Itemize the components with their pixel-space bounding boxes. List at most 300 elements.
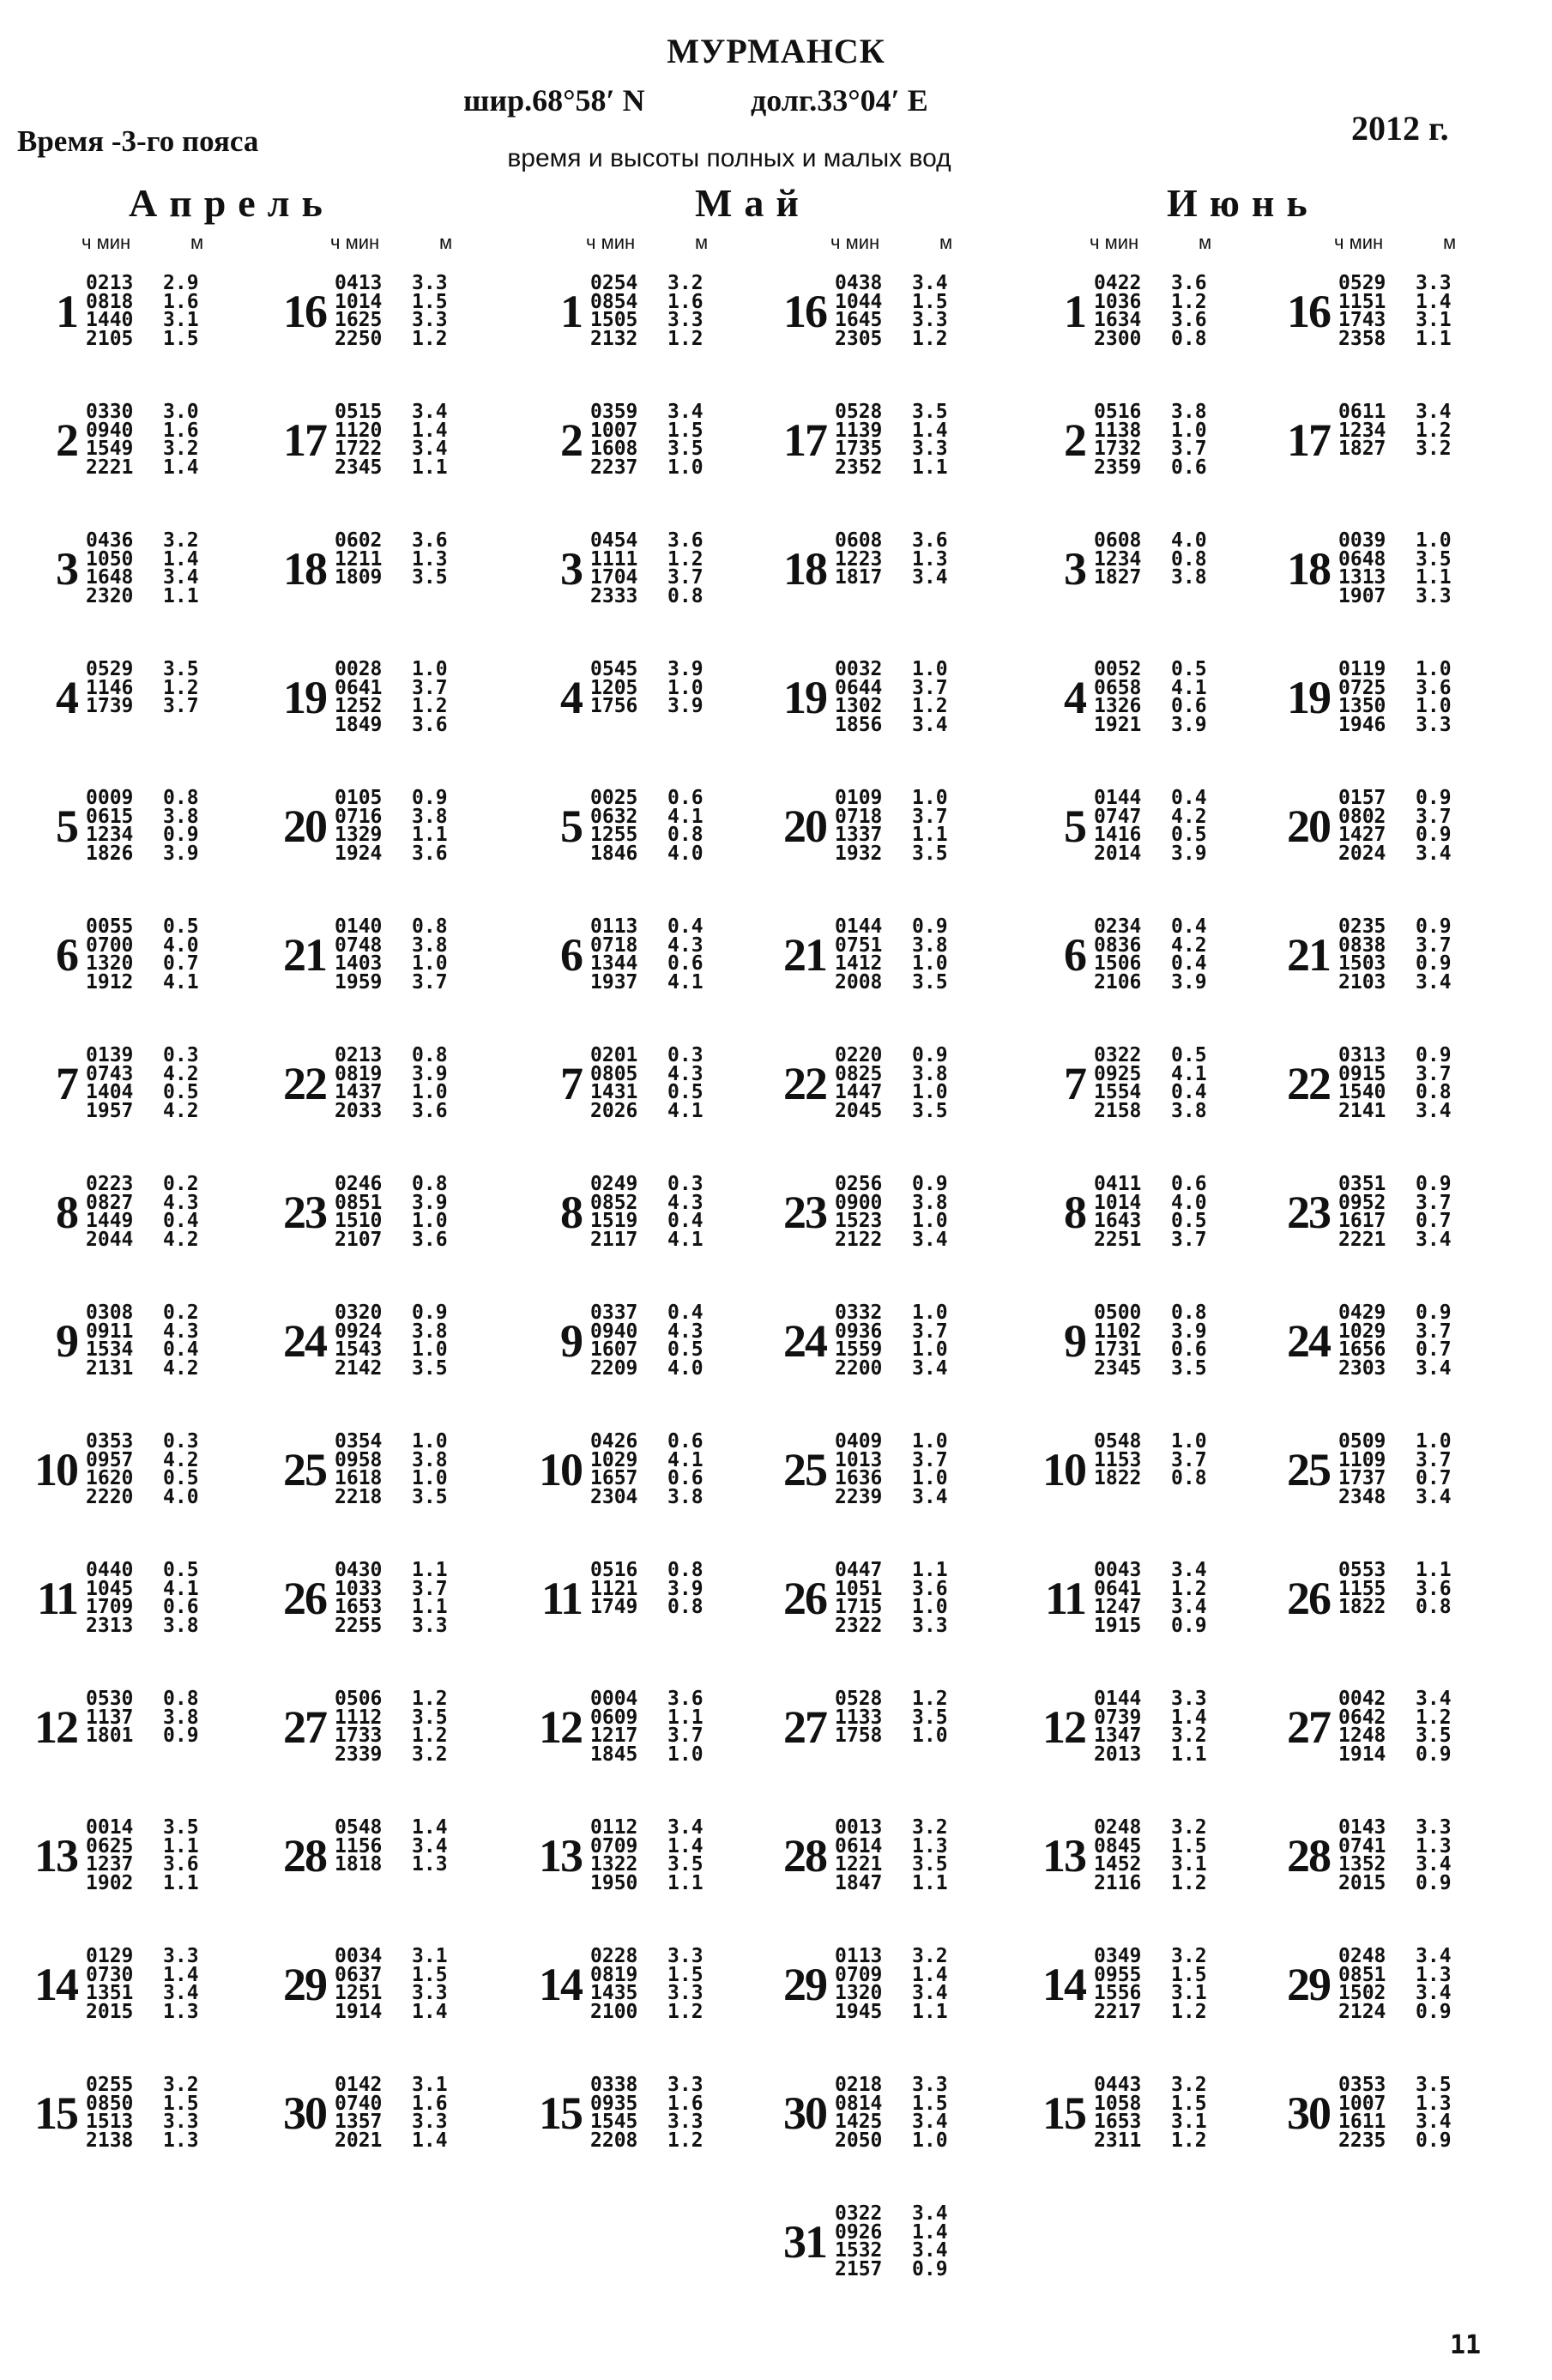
tide-height: 3.6 (1416, 1577, 1452, 1600)
tide-height: 3.8 (667, 1485, 704, 1508)
tide-height: 1.2 (1416, 1706, 1452, 1729)
tide-time: 0223 (86, 1173, 134, 1195)
tide-time: 1058 (1094, 2092, 1142, 2115)
tide-height: 0.9 (912, 1044, 948, 1066)
tide-height: 3.7 (412, 970, 448, 994)
tide-time: 1502 (1338, 1982, 1386, 2004)
tide-height: 1.6 (163, 419, 199, 442)
tide-times (1338, 789, 1386, 863)
tide-height: 4.0 (163, 1485, 199, 1508)
tide-time: 1505 (590, 309, 638, 331)
tide-time: 1234 (86, 824, 134, 846)
tide-height: 4.1 (667, 970, 704, 994)
tide-time: 1320 (86, 952, 134, 975)
tide-height: 1.4 (667, 1834, 704, 1857)
tide-heights (1416, 1175, 1452, 1249)
tide-height: 0.7 (1416, 1210, 1452, 1232)
tide-times (1094, 1304, 1141, 1378)
tide-times (86, 1945, 134, 2023)
tide-time: 1540 (1338, 1081, 1386, 1103)
tide-time: 2100 (590, 2000, 638, 2023)
tide-height: 3.3 (412, 309, 448, 331)
tide-time: 1827 (1094, 566, 1142, 589)
tide-heights (1416, 2076, 1452, 2150)
tide-heights (163, 1690, 199, 1746)
tide-height: 3.3 (912, 309, 948, 331)
tide-time: 1014 (335, 290, 383, 313)
tide-heights (667, 403, 704, 477)
tide-time: 2345 (335, 456, 383, 479)
day-number: 19 (283, 672, 326, 723)
tide-time: 1313 (1338, 566, 1386, 589)
tide-time: 0611 (1338, 401, 1386, 423)
tide-time: 1151 (1338, 290, 1386, 313)
tide-heights (667, 1175, 704, 1249)
tide-height: 0.6 (667, 952, 704, 975)
day-number: 2 (560, 414, 582, 466)
tide-height: 3.0 (163, 401, 199, 423)
tide-height: 1.0 (412, 952, 448, 975)
tide-height: 0.8 (667, 1559, 704, 1581)
tide-time: 1849 (335, 713, 383, 736)
tide-height: 3.2 (912, 1945, 948, 1967)
tide-time: 0246 (335, 1173, 383, 1195)
tide-time: 2235 (1338, 2129, 1386, 2152)
tide-height: 1.0 (912, 1302, 948, 1324)
tide-height: 3.9 (1171, 713, 1207, 736)
tide-times (1338, 403, 1386, 459)
tide-height: 1.1 (912, 2000, 948, 2023)
subtitle: время и высоты полных и малых вод (507, 144, 951, 172)
tide-heights (912, 1816, 948, 1894)
tide-height: 1.5 (1171, 1834, 1207, 1857)
day-number: 29 (283, 1959, 326, 2010)
day-number: 26 (783, 1573, 826, 1624)
tide-time: 1044 (835, 290, 883, 313)
tide-heights (1416, 1561, 1452, 1617)
tide-time: 0739 (1094, 1706, 1142, 1729)
tide-height: 1.2 (412, 1688, 448, 1710)
tide-times (335, 2076, 382, 2150)
tide-height: 3.4 (912, 1485, 948, 1508)
tide-height: 1.1 (912, 456, 948, 479)
tide-times (835, 272, 883, 350)
tide-times (835, 1430, 883, 1508)
tide-heights (412, 403, 448, 477)
tide-height: 1.0 (912, 952, 948, 975)
day-number: 16 (283, 286, 326, 337)
day-number: 12 (539, 1701, 582, 1753)
tide-height: 1.5 (163, 2092, 199, 2115)
tide-height: 3.3 (1171, 1688, 1207, 1710)
tide-times (1094, 1816, 1142, 1894)
day-number: 24 (283, 1315, 326, 1367)
tide-height: 3.3 (1416, 713, 1452, 736)
tide-time: 1137 (86, 1706, 134, 1729)
tide-height: 0.5 (1171, 1210, 1207, 1232)
tide-height: 1.4 (163, 547, 199, 571)
tide-height: 4.1 (163, 1577, 199, 1600)
tide-times (590, 1945, 638, 2023)
tide-times (1338, 529, 1386, 607)
day-number: 31 (783, 2216, 826, 2268)
tide-height: 3.4 (1171, 1596, 1207, 1618)
tide-height: 3.4 (1416, 1688, 1452, 1710)
tide-height: 0.9 (1416, 2129, 1452, 2152)
tide-heights (163, 1044, 199, 1122)
tide-height: 4.1 (1171, 1062, 1207, 1085)
tide-height: 3.5 (1171, 1356, 1207, 1380)
tide-time: 0935 (590, 2092, 638, 2115)
tide-height: 3.2 (163, 438, 199, 460)
tide-time: 1554 (1094, 1081, 1142, 1103)
day-number: 6 (1064, 929, 1085, 981)
tide-heights (1416, 1945, 1452, 2023)
tide-time: 0528 (835, 1688, 883, 1710)
height-unit-label: м (1443, 232, 1457, 253)
tide-height: 0.9 (1171, 1614, 1207, 1637)
tide-heights (412, 529, 448, 589)
tide-times (1094, 1945, 1142, 2023)
tide-time: 1519 (590, 1210, 638, 1232)
tide-height: 1.0 (912, 787, 948, 809)
tide-time: 0529 (86, 658, 134, 680)
day-number: 29 (1287, 1959, 1330, 2010)
tide-heights (163, 1175, 199, 1249)
tide-time: 1302 (835, 695, 883, 717)
tide-height: 0.8 (1416, 1596, 1452, 1618)
tide-height: 1.1 (412, 1596, 448, 1618)
tide-time: 0845 (1094, 1834, 1142, 1857)
tide-height: 1.6 (163, 290, 199, 313)
tide-height: 3.4 (1416, 970, 1452, 994)
tide-height: 1.6 (667, 2092, 704, 2115)
tide-times (835, 915, 883, 994)
day-number: 4 (560, 672, 582, 723)
tide-time: 0730 (86, 1963, 134, 1986)
tide-time: 0852 (590, 1191, 638, 1214)
day-number: 1 (560, 286, 582, 337)
tide-heights (163, 915, 199, 994)
tide-height: 1.2 (912, 1688, 948, 1710)
tide-height: 4.3 (667, 933, 704, 957)
tide-times (835, 789, 882, 863)
tide-times (86, 529, 134, 607)
time-unit-label: ч мин (82, 232, 131, 253)
tide-time: 1403 (335, 952, 383, 975)
tide-time: 0802 (1338, 805, 1386, 828)
tide-time: 0109 (835, 787, 883, 809)
tide-times (86, 789, 133, 863)
day-number: 8 (56, 1187, 77, 1238)
tide-height: 0.8 (1171, 547, 1207, 571)
tide-time: 1809 (335, 566, 383, 589)
tide-height: 3.4 (1416, 842, 1452, 865)
tide-height: 1.0 (912, 1725, 948, 1747)
tide-time: 2015 (86, 2000, 134, 2023)
tide-height: 3.4 (412, 401, 448, 423)
tide-height: 1.1 (1171, 1743, 1207, 1766)
tide-height: 3.8 (1171, 401, 1207, 423)
tide-heights (1416, 403, 1452, 459)
tide-time: 2106 (1094, 970, 1142, 994)
tide-times (335, 789, 382, 863)
tide-times (86, 272, 134, 350)
tide-time: 1607 (590, 1338, 638, 1361)
tide-height: 1.0 (667, 676, 704, 699)
day-number: 30 (783, 2087, 826, 2139)
tide-time: 2158 (1094, 1099, 1142, 1122)
tide-time: 0105 (335, 787, 383, 809)
day-number: 23 (1287, 1187, 1330, 1238)
tide-time: 1350 (1338, 695, 1386, 717)
day-number: 11 (36, 1573, 77, 1624)
tide-time: 1559 (835, 1338, 883, 1361)
tide-height: 0.5 (667, 1081, 704, 1103)
tide-height: 4.1 (163, 970, 199, 994)
day-number: 18 (783, 543, 826, 595)
tide-height: 3.4 (1171, 1559, 1207, 1581)
tide-height: 0.5 (1171, 658, 1207, 680)
tide-height: 0.9 (1416, 1302, 1452, 1324)
tide-times (86, 1304, 133, 1378)
tide-heights (163, 1304, 199, 1378)
time-unit-label: ч мин (1090, 232, 1139, 253)
tide-heights (412, 1175, 448, 1249)
tide-height: 3.7 (1171, 1228, 1207, 1251)
tide-height: 3.4 (1416, 1853, 1452, 1876)
tide-height: 3.3 (412, 1982, 448, 2004)
tide-height: 4.3 (163, 1320, 199, 1343)
tide-height: 3.3 (667, 2111, 704, 2133)
tide-height: 3.9 (412, 1191, 448, 1214)
tide-time: 1959 (335, 970, 383, 994)
tide-time: 0740 (335, 2092, 383, 2115)
tide-times (86, 915, 134, 994)
tide-time: 1921 (1094, 713, 1142, 736)
day-number: 26 (1287, 1573, 1330, 1624)
tide-height: 1.1 (412, 456, 448, 479)
tide-time: 2311 (1094, 2129, 1142, 2152)
tide-time: 1007 (1338, 2092, 1386, 2115)
tide-heights (412, 1945, 448, 2023)
tide-height: 0.6 (667, 787, 704, 809)
day-number: 15 (539, 2087, 582, 2139)
tide-heights (1416, 1430, 1452, 1508)
tide-height: 0.8 (163, 787, 199, 809)
tide-time: 2313 (86, 1614, 134, 1637)
tide-time: 0157 (1338, 787, 1386, 809)
tide-time: 0516 (1094, 401, 1142, 423)
tide-times (590, 1430, 638, 1508)
tide-time: 0359 (590, 401, 638, 423)
tide-time: 1223 (835, 547, 883, 571)
tide-time: 0308 (86, 1302, 134, 1324)
tide-time: 0113 (590, 915, 638, 938)
tide-time: 0506 (335, 1688, 383, 1710)
tide-time: 0004 (590, 1688, 638, 1710)
tide-time: 1431 (590, 1081, 638, 1103)
day-number: 17 (1287, 414, 1330, 466)
tide-times (590, 1304, 637, 1378)
tide-time: 1657 (590, 1467, 638, 1489)
tide-heights (1416, 1044, 1452, 1122)
tide-time: 0422 (1094, 272, 1142, 294)
day-number: 12 (1042, 1701, 1085, 1753)
tide-time: 2345 (1094, 1356, 1142, 1380)
latitude: шир.68°58′ N (463, 83, 645, 118)
tide-time: 2209 (590, 1356, 638, 1380)
tide-time: 1029 (1338, 1320, 1386, 1343)
tide-time: 1221 (835, 1853, 883, 1876)
tide-time: 2013 (1094, 1743, 1142, 1766)
tide-time: 1337 (835, 824, 883, 846)
day-number: 13 (539, 1830, 582, 1882)
tide-height: 3.4 (1416, 401, 1452, 423)
tide-times (86, 1044, 134, 1122)
tide-heights (667, 1304, 704, 1378)
tide-time: 0952 (1338, 1191, 1386, 1214)
tide-heights (1171, 529, 1207, 589)
tide-time: 1945 (835, 2000, 883, 2023)
tide-height: 3.4 (163, 1982, 199, 2004)
tide-time: 1322 (590, 1853, 638, 1876)
tide-heights (412, 1561, 448, 1635)
tide-time: 1743 (1338, 309, 1386, 331)
tide-heights (163, 403, 199, 477)
tide-time: 0353 (1338, 2074, 1386, 2096)
tide-time: 0330 (86, 401, 134, 423)
tide-height: 1.0 (912, 2129, 948, 2152)
tide-time: 1111 (590, 547, 638, 571)
tide-times (835, 1945, 883, 2023)
tide-times (335, 1945, 383, 2023)
tide-time: 1847 (835, 1871, 883, 1894)
tide-height: 3.7 (667, 566, 704, 589)
time-unit-label: ч мин (830, 232, 880, 253)
tide-height: 0.4 (667, 915, 704, 938)
day-number: 27 (283, 1701, 326, 1753)
tide-height: 0.4 (1171, 952, 1207, 975)
tide-time: 0332 (835, 1302, 883, 1324)
tide-times (335, 403, 382, 477)
height-unit-label: м (1199, 232, 1212, 253)
tide-time: 0351 (1338, 1173, 1386, 1195)
tide-time: 0818 (86, 290, 134, 313)
tide-time: 0144 (1094, 787, 1142, 809)
tide-height: 1.1 (412, 824, 448, 846)
tide-time: 2348 (1338, 1485, 1386, 1508)
tide-height: 4.2 (1171, 933, 1207, 957)
tide-height: 4.2 (163, 1228, 199, 1251)
tide-times (590, 789, 637, 863)
tide-height: 1.1 (1416, 566, 1452, 589)
tide-time: 2122 (835, 1228, 883, 1251)
tide-time: 0632 (590, 805, 638, 828)
tide-times (335, 529, 383, 589)
tide-times (86, 403, 133, 477)
tide-height: 0.6 (1171, 1173, 1207, 1195)
tide-time: 2105 (86, 327, 134, 350)
tide-time: 2320 (86, 584, 134, 607)
tide-height: 0.5 (163, 915, 199, 938)
tide-time: 2107 (335, 1228, 383, 1251)
day-number: 23 (283, 1187, 326, 1238)
tide-height: 0.9 (163, 824, 199, 846)
tide-height: 3.9 (1171, 970, 1207, 994)
tide-height: 1.2 (912, 695, 948, 717)
tide-time: 0139 (86, 1044, 134, 1066)
tide-time: 0213 (86, 272, 134, 294)
tide-heights (1171, 1044, 1207, 1122)
tide-height: 1.0 (412, 658, 448, 680)
day-number: 18 (1287, 543, 1330, 595)
tide-time: 0338 (590, 2074, 638, 2096)
tide-heights (412, 1430, 448, 1508)
tide-height: 0.9 (912, 1173, 948, 1195)
day-number: 12 (34, 1701, 77, 1753)
tide-height: 1.0 (412, 1467, 448, 1489)
tide-times (86, 1175, 133, 1249)
day-number: 26 (283, 1573, 326, 1624)
tide-height: 3.8 (412, 1320, 448, 1343)
tide-heights (412, 658, 448, 736)
tide-height: 3.3 (412, 272, 448, 294)
tide-height: 3.6 (1171, 309, 1207, 331)
day-number: 3 (1064, 543, 1085, 595)
tide-height: 3.4 (912, 713, 948, 736)
tide-times (86, 1430, 134, 1508)
tide-time: 1756 (590, 695, 638, 717)
tide-height: 1.3 (1416, 1834, 1452, 1857)
tide-height: 3.7 (1416, 1062, 1452, 1085)
tide-height: 3.2 (1171, 2074, 1207, 2096)
tide-height: 4.2 (163, 1448, 199, 1471)
tide-height: 0.7 (163, 952, 199, 975)
tide-times (590, 529, 638, 607)
day-number: 10 (34, 1444, 77, 1495)
tide-height: 3.6 (667, 1688, 704, 1710)
tide-time: 0957 (86, 1448, 134, 1471)
tide-height: 0.9 (1416, 1871, 1452, 1894)
tide-height: 1.4 (412, 2129, 448, 2152)
day-number: 5 (1064, 800, 1085, 852)
tide-height: 3.5 (667, 1853, 704, 1876)
tide-height: 1.2 (1171, 2129, 1207, 2152)
tide-time: 0637 (335, 1963, 383, 1986)
tide-time: 1556 (1094, 1982, 1142, 2004)
tide-time: 2026 (590, 1099, 638, 1122)
tide-time: 1731 (1094, 1338, 1142, 1361)
tide-height: 4.2 (163, 1356, 199, 1380)
tide-time: 0438 (835, 272, 883, 294)
tide-times (1338, 915, 1386, 994)
tide-time: 1845 (590, 1743, 638, 1766)
tide-time: 1636 (835, 1467, 883, 1489)
day-number: 24 (783, 1315, 826, 1367)
tide-time: 0144 (835, 915, 883, 938)
tide-height: 3.4 (1416, 1982, 1452, 2004)
tide-height: 1.3 (412, 1853, 448, 1876)
tide-time: 0814 (835, 2092, 883, 2115)
tide-height: 3.3 (1416, 584, 1452, 607)
tide-height: 3.5 (912, 1099, 948, 1122)
tide-time: 1416 (1094, 824, 1142, 846)
tide-time: 1133 (835, 1706, 883, 1729)
tide-height: 3.7 (1416, 805, 1452, 828)
tide-time: 0658 (1094, 676, 1142, 699)
tide-time: 0805 (590, 1062, 638, 1085)
